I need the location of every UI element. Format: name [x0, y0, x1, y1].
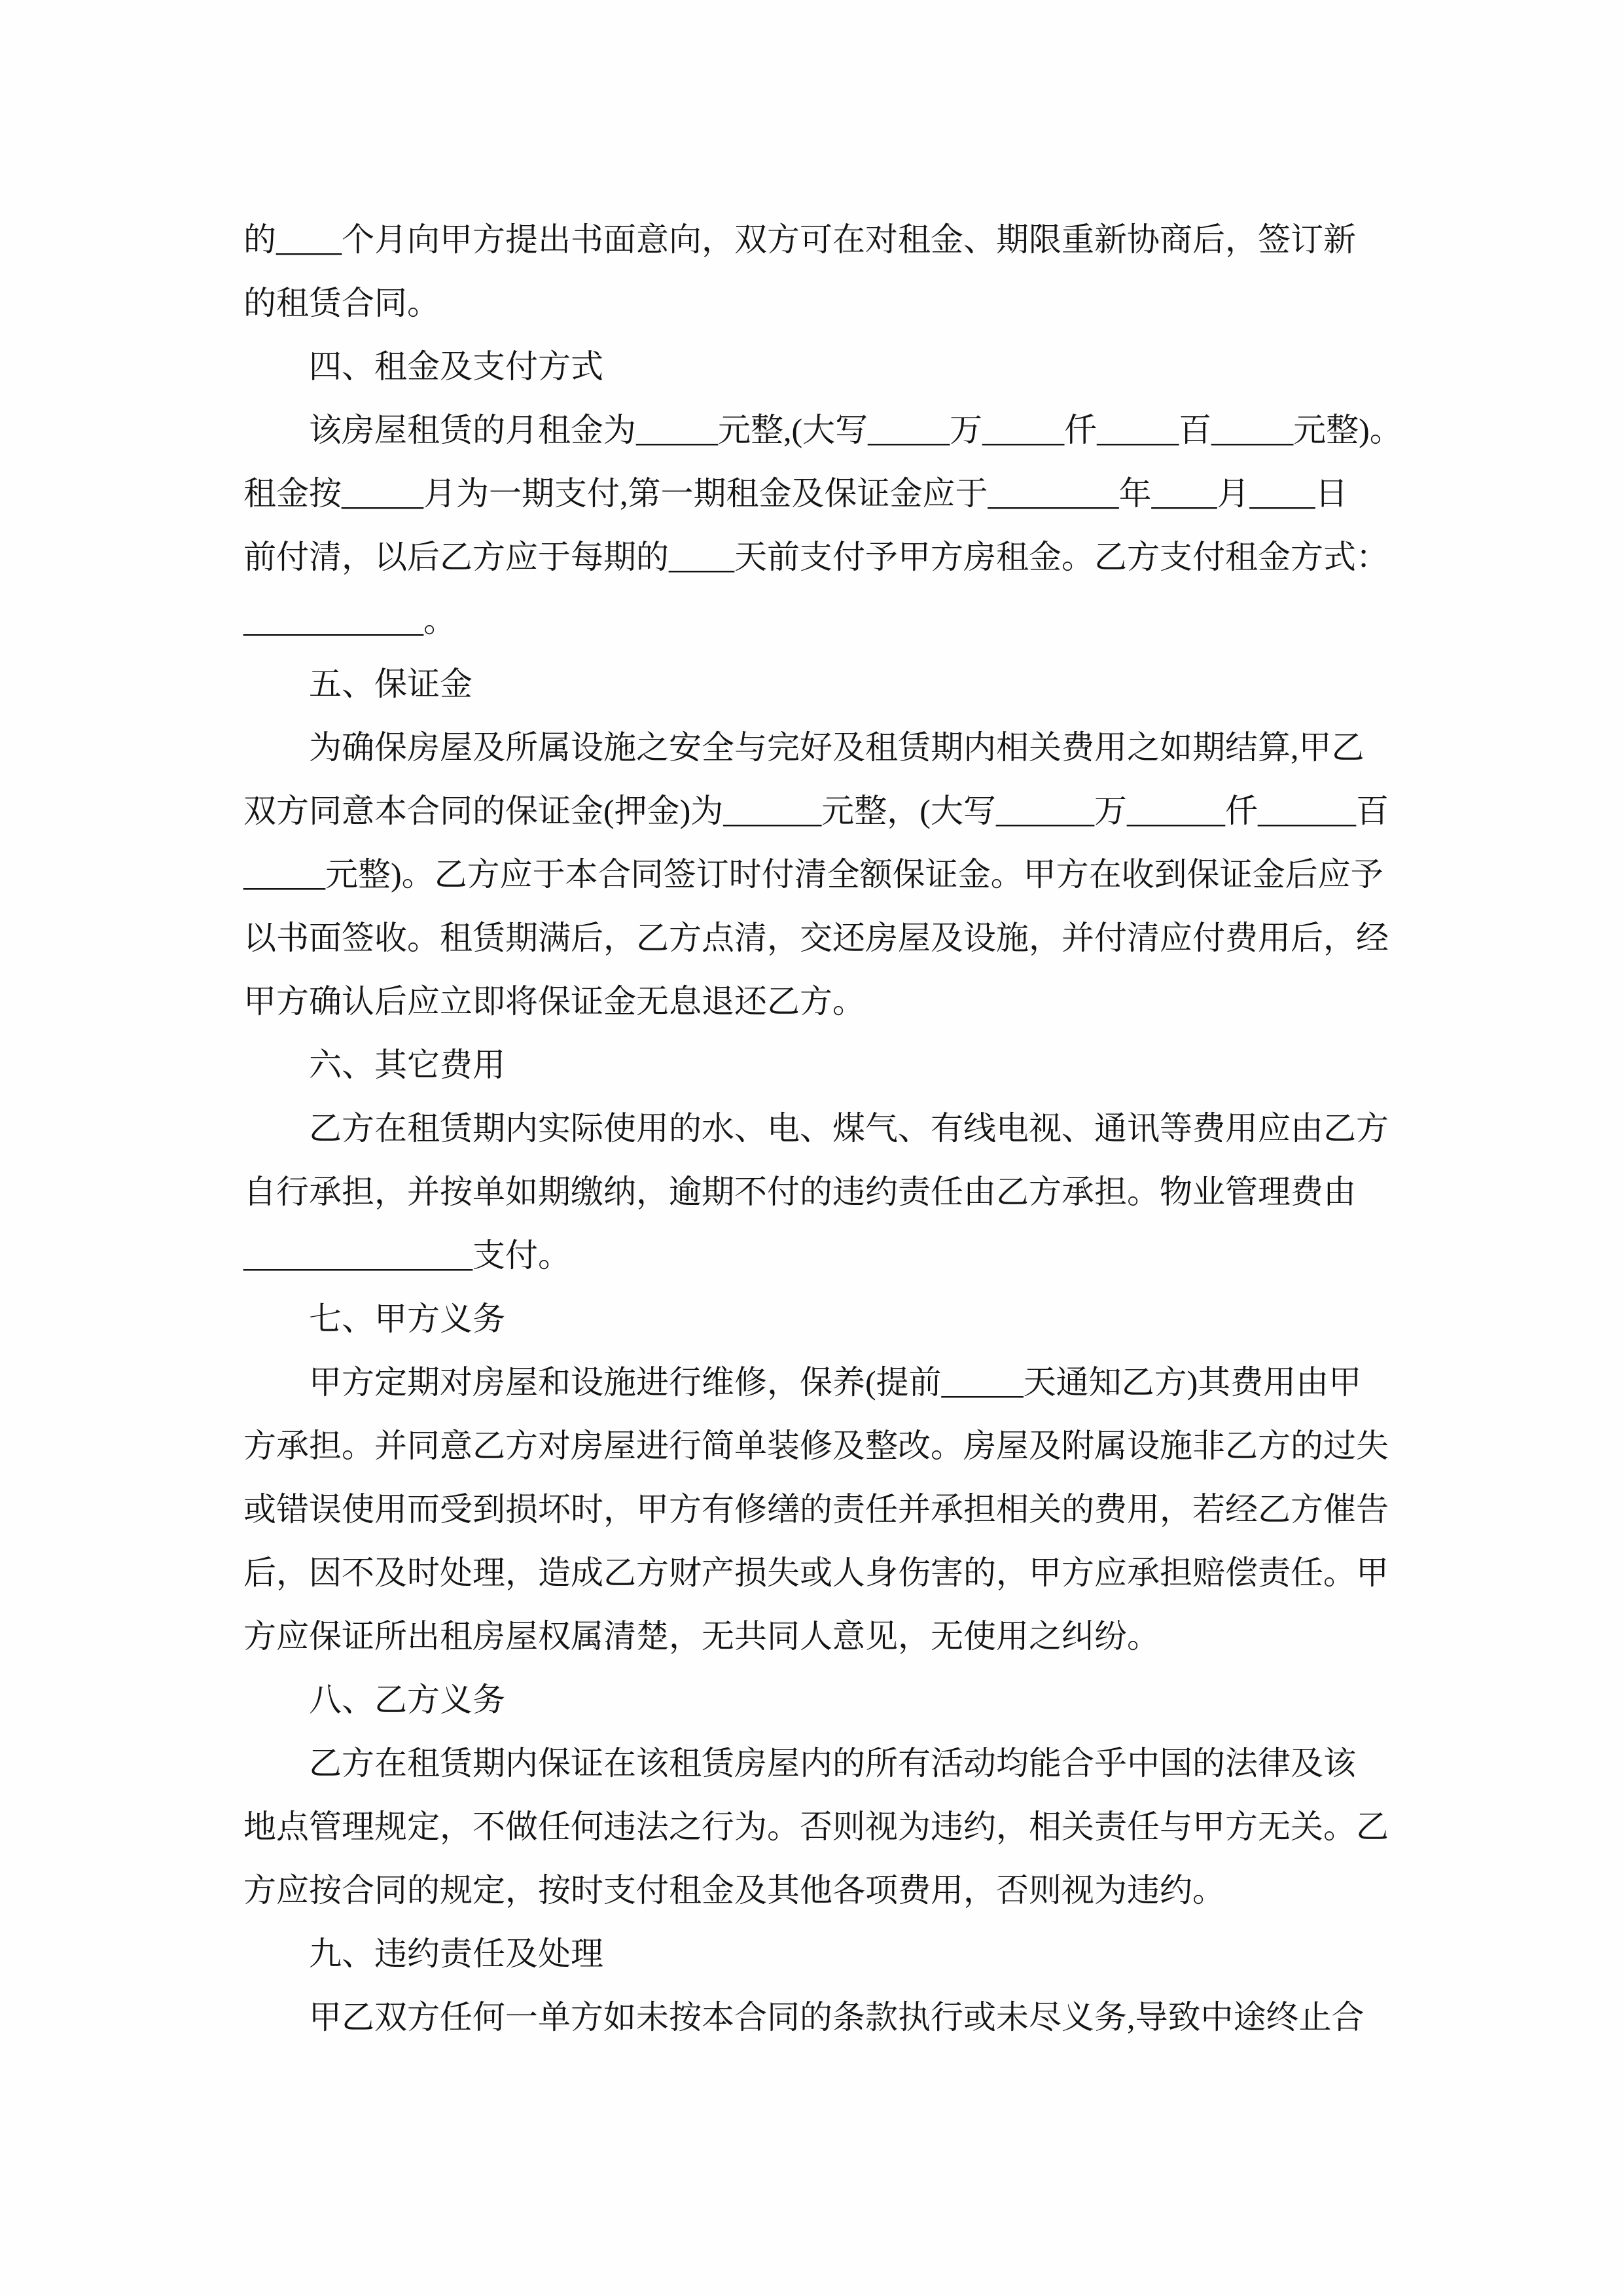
- contract-line: 的租赁合同。: [243, 285, 440, 321]
- contract-text-block: [243, 208, 1405, 2049]
- contract-line: 八、乙方义务: [309, 1681, 505, 1718]
- contract-line: 为确保房屋及所属设施之安全与完好及租赁期内相关费用之如期结算,甲乙: [309, 729, 1364, 766]
- contract-line: 甲方确认后应立即将保证金无息退还乙方。: [243, 983, 865, 1020]
- contract-line: _____元整)。乙方应于本合同签订时付清全额保证金。甲方在收到保证金后应予: [243, 856, 1383, 893]
- contract-line: 甲方定期对房屋和设施进行维修，保养(提前_____天通知乙方)其费用由甲: [309, 1364, 1362, 1401]
- contract-line: 的____个月向甲方提出书面意向，双方可在对租金、期限重新协商后，签订新: [243, 221, 1356, 258]
- contract-line: 地点管理规定，不做任何违法之行为。否则视为违约，相关责任与甲方无关。乙: [243, 1808, 1389, 1845]
- contract-line: 七、甲方义务: [309, 1300, 505, 1337]
- contract-line: 甲乙双方任何一单方如未按本合同的条款执行或未尽义务,导致中途终止合: [309, 1999, 1364, 2036]
- contract-line: 六、其它费用: [309, 1047, 505, 1083]
- contract-line: 乙方在租赁期内实际使用的水、电、煤气、有线电视、通讯等费用应由乙方: [309, 1110, 1389, 1147]
- contract-line: 双方同意本合同的保证金(押金)为______元整，(大写______万______仟______百: [243, 793, 1389, 829]
- contract-line: 该房屋租赁的月租金为_____元整,(大写_____万_____仟_____百_____元整)。: [309, 412, 1402, 448]
- contract-line: 五、保证金: [309, 666, 473, 702]
- contract-line: 后，因不及时处理，造成乙方财产损失或人身伤害的，甲方应承担赔偿责任。甲: [243, 1554, 1389, 1591]
- contract-line: 自行承担，并按单如期缴纳，逾期不付的违约责任由乙方承担。物业管理费由: [243, 1174, 1356, 1210]
- contract-line: 租金按_____月为一期支付,第一期租金及保证金应于________年____月____日: [243, 475, 1348, 512]
- contract-line: 以书面签收。租赁期满后，乙方点清，交还房屋及设施，并付清应付费用后，经: [243, 920, 1389, 956]
- contract-line: 前付清，以后乙方应于每期的____天前支付予甲方房租金。乙方支付租金方式：: [243, 539, 1389, 575]
- contract-line: 方承担。并同意乙方对房屋进行简单装修及整改。房屋及附属设施非乙方的过失: [243, 1427, 1389, 1464]
- contract-line: ______________支付。: [243, 1237, 571, 1274]
- contract-line: 乙方在租赁期内保证在该租赁房屋内的所有活动均能合乎中国的法律及该: [309, 1745, 1356, 1782]
- contract-line: 九、违约责任及处理: [309, 1935, 603, 1972]
- contract-line: 或错误使用而受到损坏时，甲方有修缮的责任并承担相关的费用，若经乙方催告: [243, 1491, 1389, 1528]
- contract-line: ___________。: [243, 602, 456, 639]
- contract-line: 方应按合同的规定，按时支付租金及其他各项费用，否则视为违约。: [243, 1872, 1225, 1909]
- contract-line: 方应保证所出租房屋权属清楚，无共同人意见，无使用之纠纷。: [243, 1618, 1160, 1655]
- contract-line: 四、租金及支付方式: [309, 348, 603, 385]
